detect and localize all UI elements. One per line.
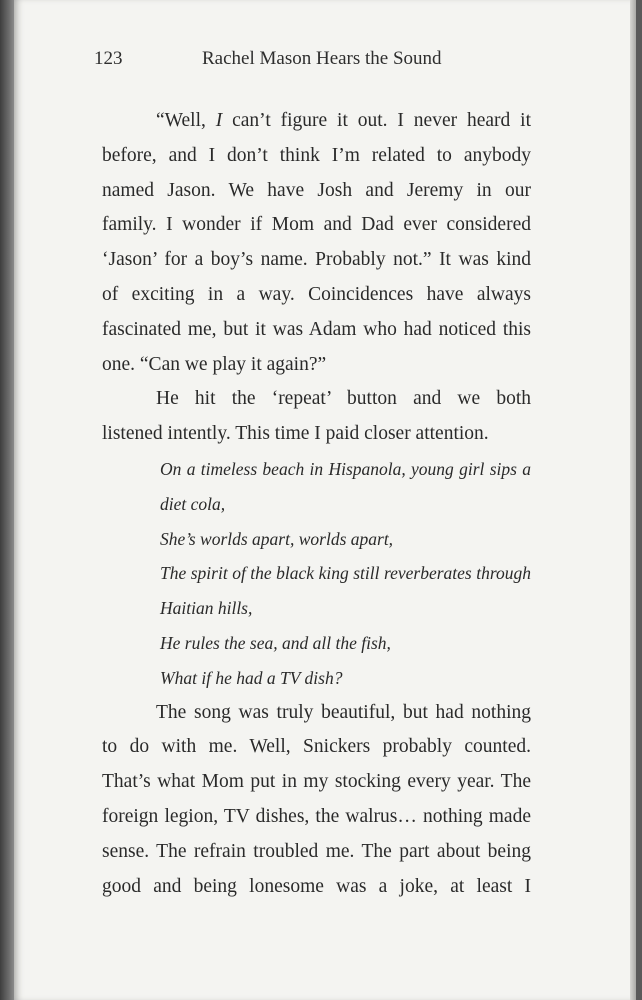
verse-line: He rules the sea, and all the fish, [160,632,391,653]
text-line: fascinated me, but it was Adam who had noticed this [102,318,531,340]
text-line: named Jason. We have Josh and Jeremy in our [102,179,531,201]
text-line: before, and I don’t think I’m related to anybody [102,144,531,166]
running-title: Rachel Mason Hears the Sound [202,48,442,69]
verse-line: Haitian hills, [160,598,253,619]
text-line: “Well, I can’t figure it out. I never heard it [156,110,531,131]
verse-line: What if he had a TV dish? [160,667,343,688]
text-line: The song was truly beautiful, but had nothing [156,701,531,723]
book-binding [0,0,14,1000]
verse-line: diet cola, [160,493,226,514]
body-text [102,104,531,904]
text-line: ‘Jason’ for a boy’s name. Probably not.” It was kind [102,249,531,271]
text-line: to do with me. Well, Snickers probably counted. [102,736,531,758]
page-header [94,48,534,74]
verse-line: On a timeless beach in Hispanola, young girl sips a [160,458,531,479]
text-line: good and being lonesome was a joke, at least I [102,875,531,897]
text-line: one. “Can we play it again?” [102,353,327,375]
page-number: 123 [94,48,123,69]
text-line: He hit the ‘repeat’ button and we both [156,388,531,410]
text-line: foreign legion, TV dishes, the walrus… nothing made [102,805,531,827]
text-line: That’s what Mom put in my stocking every year. The [102,771,531,793]
text-line: sense. The refrain troubled me. The part about being [102,840,531,862]
page-edge [630,0,636,1000]
text-line: listened intently. This time I paid closer attention. [102,423,489,445]
verse-line: She’s worlds apart, worlds apart, [160,528,394,549]
verse-line: The spirit of the black king still reverberates through [160,563,531,584]
text-line: of exciting in a way. Coincidences have always [102,283,531,305]
text-line: family. I wonder if Mom and Dad ever considered [102,214,531,236]
